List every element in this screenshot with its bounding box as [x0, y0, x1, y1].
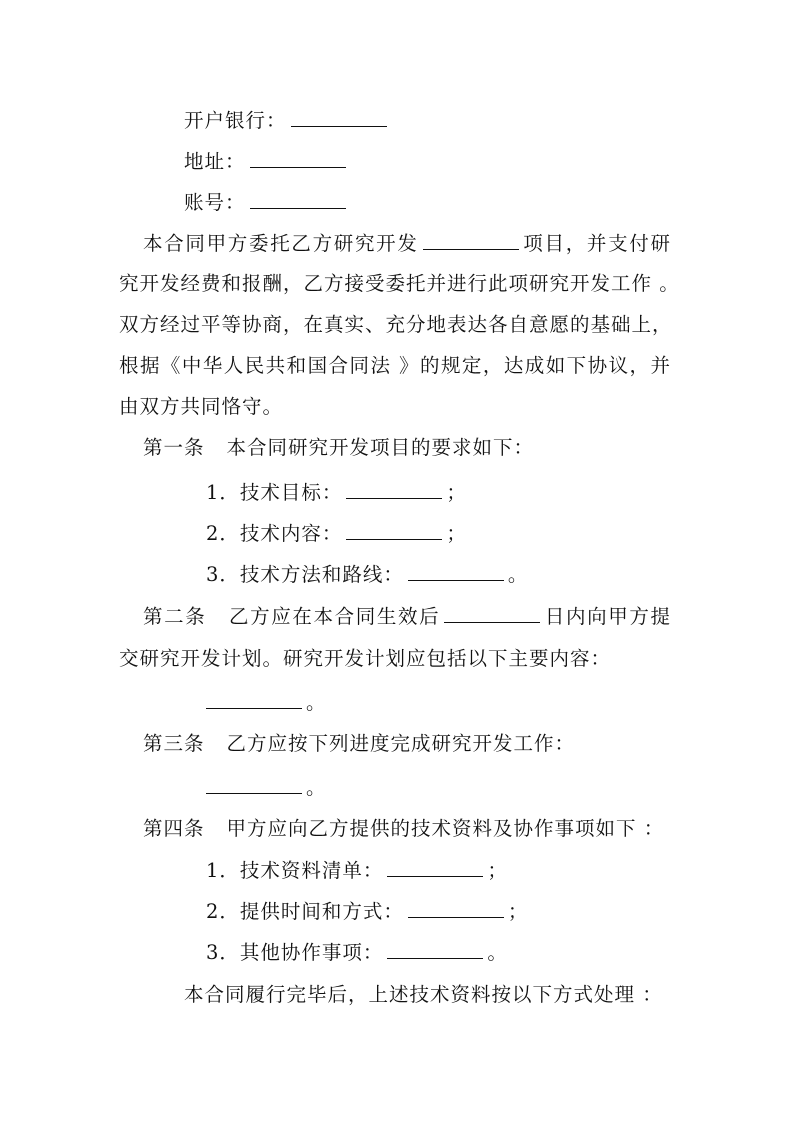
article-4-heading	[143, 817, 664, 841]
article-1-item-1-blank[interactable]	[346, 480, 442, 499]
article-4-item-3-blank[interactable]	[387, 940, 483, 959]
intro-line-3: 双方经过平等协商，在真实、充分地表达各自意愿的基础上，	[119, 313, 673, 336]
address-blank[interactable]	[250, 149, 346, 168]
article-2-number: 第二条	[143, 605, 207, 628]
article-1-item-3-label: 3．技术方法和路线：	[206, 563, 404, 586]
article-1-heading	[143, 436, 534, 460]
article-1-item-1-label: 1．技术目标：	[206, 481, 343, 504]
article-4-text: 甲方应向乙方提供的技术资料及协作事项如下 ：	[226, 817, 665, 840]
article-3-content-blank[interactable]	[206, 775, 302, 794]
address-line	[184, 149, 350, 174]
article-4-item-2	[206, 899, 528, 924]
article-4-item-3-label: 3．其他协作事项：	[206, 941, 384, 964]
article-3-content	[206, 775, 327, 800]
article-2-text-a: 乙方应在本合同生效后	[228, 605, 441, 628]
intro-line-1	[143, 231, 671, 256]
article-4-number: 第四条	[143, 817, 205, 840]
article-4-item-1-blank[interactable]	[387, 858, 483, 877]
article-1-item-2-blank[interactable]	[346, 521, 442, 540]
article-4-item-1	[206, 858, 508, 883]
account-line	[184, 190, 350, 215]
article-1-item-3	[206, 562, 528, 587]
article-2-line-2: 交研究开发计划。研究开发计划应包括以下主要内容：	[119, 647, 612, 670]
article-4-item-2-end: ；	[507, 900, 529, 923]
article-2-content	[206, 690, 327, 715]
article-1-item-3-blank[interactable]	[408, 562, 504, 581]
intro-line-4: 根据《中华人民共和国合同法 》的规定，达成如下协议，并	[119, 354, 671, 377]
article-4-item-1-end: ；	[487, 859, 508, 882]
opening-bank-label: 开户银行：	[184, 109, 287, 132]
article-1-text: 本合同研究开发项目的要求如下：	[226, 436, 535, 459]
article-2-text-b: 日内向甲方提	[544, 605, 671, 628]
account-label: 账号：	[184, 191, 246, 214]
article-2-days-blank[interactable]	[444, 604, 540, 623]
address-label: 地址：	[184, 150, 246, 173]
article-4-item-2-label: 2．提供时间和方式：	[206, 900, 404, 923]
article-1-item-2-label: 2．技术内容：	[206, 522, 343, 545]
article-2-end: 。	[306, 691, 327, 714]
project-blank[interactable]	[423, 231, 519, 250]
intro-line-1b: 项目，并支付研	[522, 232, 671, 255]
article-4-item-3-end: 。	[487, 941, 508, 964]
article-3-end: 。	[306, 776, 327, 799]
article-4-item-1-label: 1．技术资料清单：	[206, 859, 384, 882]
article-3-text: 乙方应按下列进度完成研究开发工作：	[226, 732, 576, 755]
intro-line-5: 由双方共同恪守。	[119, 395, 284, 418]
article-1-item-1	[206, 480, 467, 505]
intro-line-1a: 本合同甲方委托乙方研究开发	[143, 232, 419, 255]
article-2-content-blank[interactable]	[206, 690, 302, 709]
article-1-item-2-end: ；	[446, 522, 467, 545]
account-blank[interactable]	[250, 190, 346, 209]
opening-bank-blank[interactable]	[291, 108, 387, 127]
article-2-line-1	[143, 604, 671, 629]
article-3-number: 第三条	[143, 732, 205, 755]
article-1-item-1-end: ；	[446, 481, 467, 504]
intro-line-2: 究开发经费和报酬，乙方接受委托并进行此项研究开发工作 。	[119, 272, 680, 295]
article-4-item-2-blank[interactable]	[408, 899, 504, 918]
article-1-item-2	[206, 521, 467, 546]
article-4-item-3	[206, 940, 508, 965]
article-1-number: 第一条	[143, 436, 205, 459]
opening-bank-line	[184, 108, 391, 133]
article-4-closing: 本合同履行完毕后，上述技术资料按以下方式处理 ：	[184, 983, 663, 1006]
article-1-item-3-end: 。	[507, 563, 529, 586]
article-3-heading	[143, 732, 575, 756]
